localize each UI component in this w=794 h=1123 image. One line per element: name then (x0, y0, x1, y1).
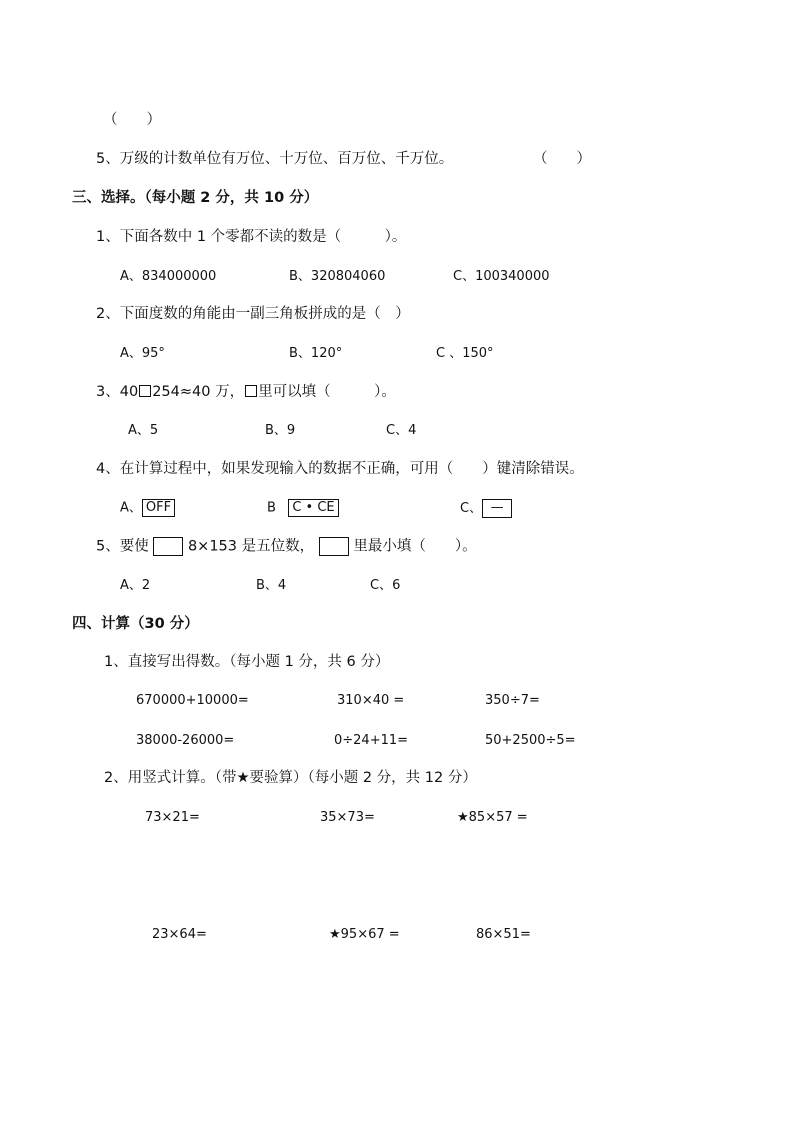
choice-q4-option-b (267, 499, 339, 518)
section-3-title: 三、选择。（每小题 2 分，共 10 分） (72, 190, 319, 206)
choice-q1-option-b: B、320804060 (289, 269, 386, 284)
choice-q5-mid: 8×153 是五位数， (187, 538, 315, 555)
calc-1-item: 0÷24+11= (334, 733, 409, 748)
clear-key-icon: C • CE (288, 499, 338, 517)
choice-q3-option-c: C、4 (386, 423, 417, 438)
choice-q4-option-a (120, 499, 175, 518)
blank-square-icon (139, 385, 151, 397)
calc-2-item: 86×51= (476, 927, 531, 942)
calc-1-item: 38000-26000= (136, 733, 235, 748)
blank-box-icon (319, 537, 349, 556)
choice-q3-option-a: A、5 (128, 423, 159, 438)
calc-2-item: 23×64= (152, 927, 207, 942)
judge-item-5: 5、万级的计数单位有万位、十万位、百万位、千万位。 (96, 151, 454, 167)
choice-q5 (96, 537, 477, 556)
choice-q1-option-a: A、834000000 (120, 269, 217, 284)
calc-2-item: 73×21= (145, 810, 200, 825)
choice-q5-option-b: B、4 (256, 578, 287, 593)
choice-q5-post: 里最小填（ ）。 (353, 538, 477, 555)
calc-2-title: 2、用竖式计算。（带★要验算）（每小题 2 分，共 12 分） (104, 770, 477, 786)
choice-q5-option-c: C、6 (370, 578, 401, 593)
choice-q2-option-b: B、120° (289, 346, 343, 361)
choice-q5-option-a: A、2 (120, 578, 151, 593)
calc-1-item: 670000+10000= (136, 693, 249, 708)
minus-key-icon: — (482, 499, 512, 518)
off-key-icon: OFF (142, 499, 175, 517)
calc-1-item: 50+2500÷5= (485, 733, 576, 748)
blank-box-icon (153, 537, 183, 556)
choice-q1: 1、下面各数中 1 个零都不读的数是（ ）。 (96, 229, 407, 245)
calc-1-item: 350÷7= (485, 693, 540, 708)
choice-q4-option-b-label: B (267, 500, 276, 516)
choice-q4-option-c (460, 499, 512, 518)
choice-q4-option-c-label: C、 (460, 501, 483, 516)
choice-q3-post: 里可以填（ ）。 (258, 384, 396, 400)
choice-q3-option-b: B、9 (265, 423, 296, 438)
calc-2-item: ★95×67 = (329, 927, 400, 942)
judge-item-5-paren: （ ） (533, 151, 591, 167)
choice-q4-option-a-label: A、 (120, 500, 142, 516)
calc-2-item: 35×73= (320, 810, 375, 825)
section-4-title: 四、计算（30 分） (72, 616, 199, 632)
calc-1-item: 310×40 = (337, 693, 405, 708)
choice-q3-mid: 254≈40 万， (152, 384, 245, 400)
choice-q2: 2、下面度数的角能由一副三角板拼成的是（ ） (96, 306, 410, 322)
choice-q4: 4、在计算过程中，如果发现输入的数据不正确，可用（ ）键清除错误。 (96, 461, 584, 477)
choice-q3-pre: 3、40 (96, 384, 139, 400)
choice-q3 (96, 383, 396, 401)
choice-q5-pre: 5、要使 (96, 538, 149, 555)
choice-q2-option-a: A、95° (120, 346, 165, 361)
calc-1-title: 1、直接写出得数。（每小题 1 分，共 6 分） (104, 654, 390, 670)
calc-2-item: ★85×57 = (457, 810, 528, 825)
blank-square-icon (245, 385, 257, 397)
choice-q1-option-c: C、100340000 (453, 269, 550, 284)
choice-q2-option-c: C 、150° (436, 346, 494, 361)
top-answer-paren: （ ） (103, 112, 161, 128)
